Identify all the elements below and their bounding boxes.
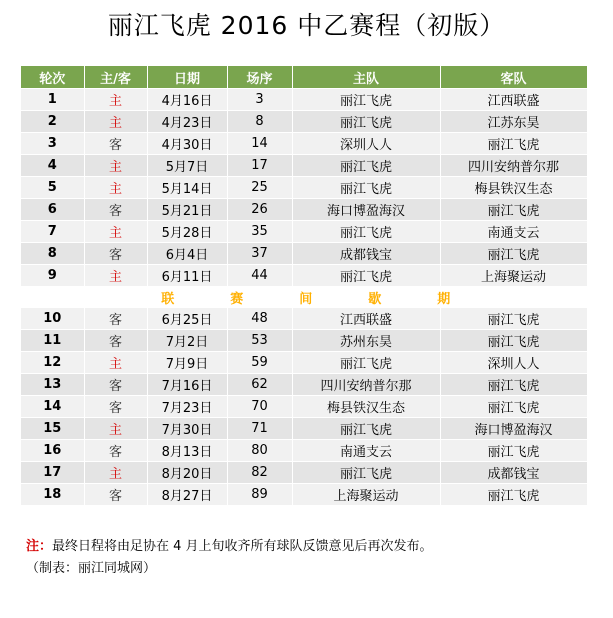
header-row [21,66,587,89]
cell-round: 15 [21,418,84,440]
cell-round: 10 [21,308,84,330]
cell-round: 18 [21,484,84,506]
cell-home-away: 客 [84,396,147,418]
break-label: 联赛间歇期 [21,287,587,308]
header-home-team: 主队 [292,66,440,89]
cell-home-team: 丽江飞虎 [292,352,440,374]
table-row [21,177,587,199]
cell-round: 14 [21,396,84,418]
cell-away-team: 上海聚运动 [440,265,587,287]
cell-away-team: 梅县铁汉生态 [440,177,587,199]
cell-home-team: 丽江飞虎 [292,89,440,111]
cell-away-team: 丽江飞虎 [440,199,587,221]
cell-match-no: 14 [227,133,292,155]
table-row [21,308,587,330]
cell-home-team: 丽江飞虎 [292,155,440,177]
header-round: 轮次 [21,66,84,89]
table-row [21,374,587,396]
table-row [21,221,587,243]
header-home-away: 主/客 [84,66,147,89]
cell-match-no: 71 [227,418,292,440]
cell-home-away: 主 [84,418,147,440]
cell-away-team: 丽江飞虎 [440,440,587,462]
table-row [21,243,587,265]
cell-home-team: 成都钱宝 [292,243,440,265]
break-row [21,287,587,308]
cell-away-team: 海口博盈海汉 [440,418,587,440]
credit-line: （制表：丽江同城网） [26,561,157,576]
cell-round: 16 [21,440,84,462]
cell-home-away: 主 [84,221,147,243]
cell-home-away: 主 [84,155,147,177]
cell-home-away: 客 [84,133,147,155]
cell-away-team: 江西联盛 [440,89,587,111]
cell-round: 11 [21,330,84,352]
cell-round: 12 [21,352,84,374]
cell-date: 7月23日 [147,396,227,418]
table-row [21,155,587,177]
cell-home-away: 客 [84,199,147,221]
cell-home-team: 江西联盛 [292,308,440,330]
schedule-table [21,66,588,506]
cell-home-away: 主 [84,462,147,484]
cell-match-no: 89 [227,484,292,506]
cell-home-away: 客 [84,330,147,352]
cell-home-team: 丽江飞虎 [292,418,440,440]
cell-away-team: 丽江飞虎 [440,330,587,352]
cell-date: 5月21日 [147,199,227,221]
cell-date: 5月14日 [147,177,227,199]
cell-date: 5月28日 [147,221,227,243]
table-row [21,199,587,221]
cell-round: 1 [21,89,84,111]
cell-date: 7月9日 [147,352,227,374]
footnote [26,535,433,554]
cell-away-team: 深圳人人 [440,352,587,374]
cell-away-team: 丽江飞虎 [440,374,587,396]
cell-home-away: 客 [84,374,147,396]
cell-date: 6月25日 [147,308,227,330]
cell-date: 8月20日 [147,462,227,484]
cell-match-no: 26 [227,199,292,221]
cell-away-team: 丽江飞虎 [440,133,587,155]
cell-home-team: 上海聚运动 [292,484,440,506]
cell-home-team: 南通支云 [292,440,440,462]
cell-home-away: 客 [84,308,147,330]
table-row [21,396,587,418]
cell-match-no: 35 [227,221,292,243]
cell-home-away: 主 [84,265,147,287]
cell-match-no: 53 [227,330,292,352]
cell-home-away: 主 [84,352,147,374]
cell-home-away: 主 [84,89,147,111]
cell-match-no: 59 [227,352,292,374]
cell-match-no: 62 [227,374,292,396]
cell-match-no: 17 [227,155,292,177]
cell-match-no: 80 [227,440,292,462]
cell-home-team: 梅县铁汉生态 [292,396,440,418]
cell-round: 3 [21,133,84,155]
cell-away-team: 丽江飞虎 [440,484,587,506]
cell-round: 13 [21,374,84,396]
table-row [21,265,587,287]
cell-home-team: 苏州东昊 [292,330,440,352]
cell-home-team: 丽江飞虎 [292,462,440,484]
cell-date: 5月7日 [147,155,227,177]
cell-home-team: 四川安纳普尔那 [292,374,440,396]
cell-home-team: 丽江飞虎 [292,177,440,199]
cell-away-team: 南通支云 [440,221,587,243]
cell-match-no: 44 [227,265,292,287]
cell-away-team: 四川安纳普尔那 [440,155,587,177]
cell-home-team: 深圳人人 [292,133,440,155]
cell-date: 7月30日 [147,418,227,440]
cell-round: 2 [21,111,84,133]
cell-away-team: 成都钱宝 [440,462,587,484]
cell-match-no: 37 [227,243,292,265]
table-row [21,462,587,484]
cell-home-team: 丽江飞虎 [292,111,440,133]
cell-away-team: 丽江飞虎 [440,308,587,330]
cell-match-no: 8 [227,111,292,133]
cell-home-away: 主 [84,111,147,133]
table-row [21,133,587,155]
table-row [21,330,587,352]
cell-home-team: 海口博盈海汉 [292,199,440,221]
cell-home-away: 客 [84,243,147,265]
cell-match-no: 70 [227,396,292,418]
header-date: 日期 [147,66,227,89]
footnote-text: 最终日程将由足协在 4 月上旬收齐所有球队反馈意见后再次发布。 [52,539,433,554]
cell-date: 4月23日 [147,111,227,133]
schedule-body [21,89,587,506]
cell-date: 6月4日 [147,243,227,265]
header-away-team: 客队 [440,66,587,89]
cell-round: 5 [21,177,84,199]
cell-date: 4月16日 [147,89,227,111]
cell-home-team: 丽江飞虎 [292,265,440,287]
cell-date: 4月30日 [147,133,227,155]
cell-away-team: 江苏东昊 [440,111,587,133]
cell-round: 7 [21,221,84,243]
table-row [21,89,587,111]
cell-round: 9 [21,265,84,287]
cell-date: 7月2日 [147,330,227,352]
header-match-no: 场序 [227,66,292,89]
cell-home-away: 客 [84,484,147,506]
cell-home-team: 丽江飞虎 [292,221,440,243]
table-row [21,352,587,374]
cell-match-no: 25 [227,177,292,199]
table-row [21,484,587,506]
cell-match-no: 82 [227,462,292,484]
table-row [21,440,587,462]
cell-round: 4 [21,155,84,177]
cell-away-team: 丽江飞虎 [440,396,587,418]
cell-round: 17 [21,462,84,484]
footnote-label: 注： [26,539,53,554]
cell-round: 8 [21,243,84,265]
cell-date: 6月11日 [147,265,227,287]
cell-home-away: 客 [84,440,147,462]
cell-date: 8月13日 [147,440,227,462]
cell-round: 6 [21,199,84,221]
table-row [21,111,587,133]
page-title: 丽江飞虎 2016 中乙赛程（初版） [107,11,506,40]
cell-date: 7月16日 [147,374,227,396]
cell-match-no: 3 [227,89,292,111]
cell-away-team: 丽江飞虎 [440,243,587,265]
cell-home-away: 主 [84,177,147,199]
table-row [21,418,587,440]
cell-match-no: 48 [227,308,292,330]
cell-date: 8月27日 [147,484,227,506]
